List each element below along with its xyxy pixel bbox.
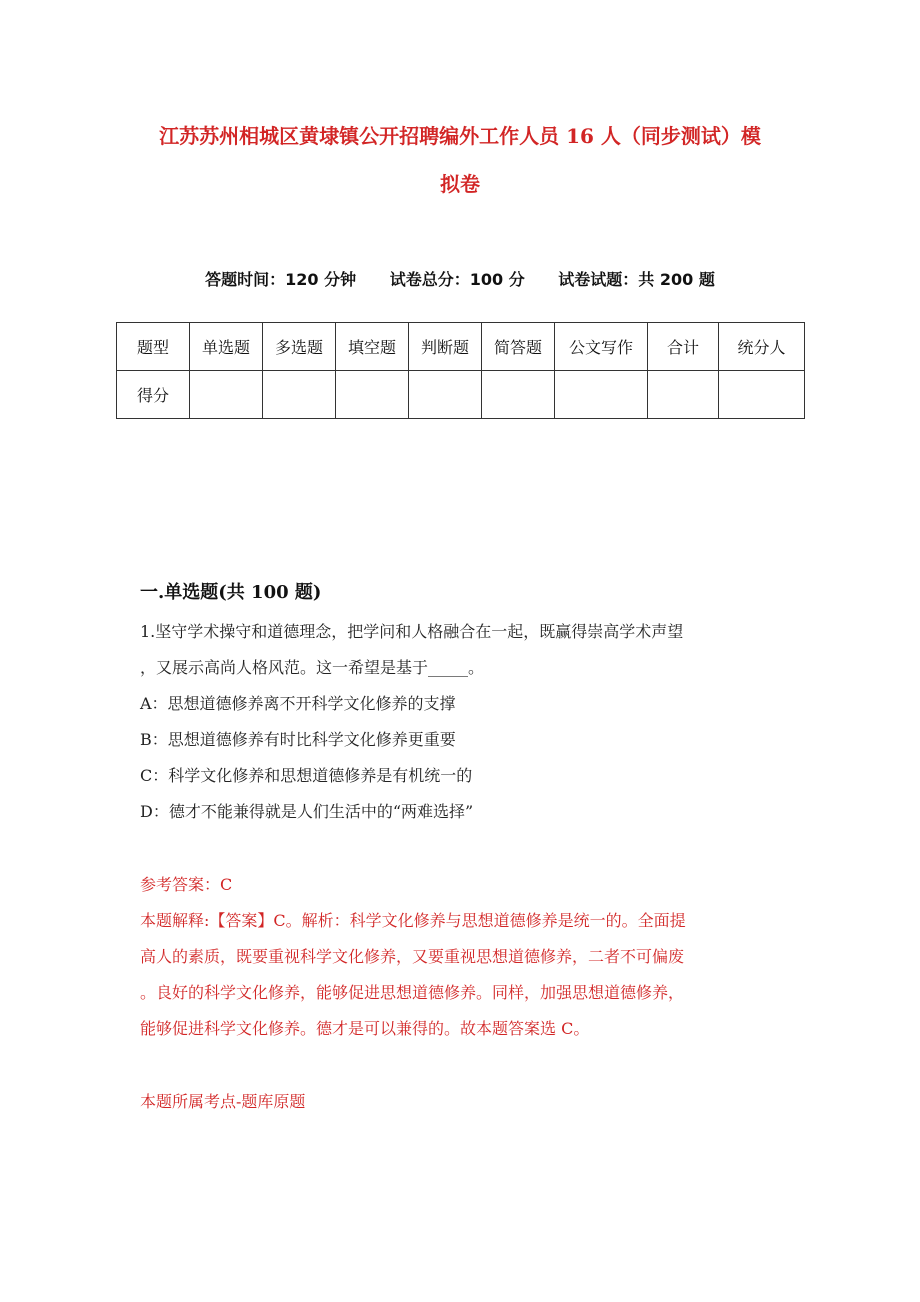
- exam-question-count: 试卷试题：共 200 题: [558, 270, 715, 289]
- score-cell: [409, 371, 482, 419]
- exam-time: 答题时间：120 分钟: [205, 270, 357, 289]
- score-table-header: 统分人: [719, 323, 805, 371]
- question-stem-line-2: ，又展示高尚人格风范。这一希望是基于_____。: [140, 658, 485, 677]
- score-cell: [482, 371, 555, 419]
- score-table-header: 题型: [117, 323, 190, 371]
- reference-answer: 参考答案：C: [140, 875, 233, 894]
- topic-note: 本题所属考点-题库原题: [140, 1092, 306, 1111]
- score-table: [116, 322, 805, 419]
- exam-total-score: 试卷总分：100 分: [389, 270, 525, 289]
- score-table-header: 判断题: [409, 323, 482, 371]
- explanation-line: 本题解释:【答案】C。解析：科学文化修养与思想道德修养是统一的。全面提: [140, 911, 686, 930]
- score-cell: [555, 371, 648, 419]
- score-table-header-row: [117, 323, 805, 371]
- score-table-header: 简答题: [482, 323, 555, 371]
- score-table-header: 单选题: [190, 323, 263, 371]
- score-table-header: 公文写作: [555, 323, 648, 371]
- option-c: C：科学文化修养和思想道德修养是有机统一的: [140, 766, 473, 785]
- score-cell: [336, 371, 409, 419]
- score-row-label: 得分: [117, 371, 190, 419]
- score-table-header: 合计: [648, 323, 719, 371]
- score-cell: [719, 371, 805, 419]
- explanation-line: 。良好的科学文化修养，能够促进思想道德修养。同样，加强思想道德修养，: [140, 983, 685, 1002]
- score-cell: [263, 371, 336, 419]
- score-table-header: 多选题: [263, 323, 336, 371]
- score-cell: [190, 371, 263, 419]
- option-b: B：思想道德修养有时比科学文化修养更重要: [140, 730, 456, 749]
- option-a: A：思想道德修养离不开科学文化修养的支撑: [140, 694, 456, 713]
- document-title-line-2: 拟卷: [440, 172, 480, 196]
- explanation-line: 能够促进科学文化修养。德才是可以兼得的。故本题答案选 C。: [140, 1019, 590, 1038]
- score-cell: [648, 371, 719, 419]
- option-d: D：德才不能兼得就是人们生活中的“两难选择”: [140, 802, 474, 821]
- score-table-score-row: [117, 371, 805, 419]
- section-title: 一.单选题(共 100 题): [140, 582, 322, 603]
- score-table-header: 填空题: [336, 323, 409, 371]
- explanation-line: 高人的素质，既要重视科学文化修养，又要重视思想道德修养，二者不可偏废: [140, 947, 685, 966]
- exam-meta: [0, 267, 920, 290]
- question-stem-line-1: 1.坚守学术操守和道德理念，把学问和人格融合在一起，既赢得崇高学术声望: [140, 622, 684, 641]
- document-title-line-1: 江苏苏州相城区黄埭镇公开招聘编外工作人员 16 人（同步测试）模: [159, 124, 761, 148]
